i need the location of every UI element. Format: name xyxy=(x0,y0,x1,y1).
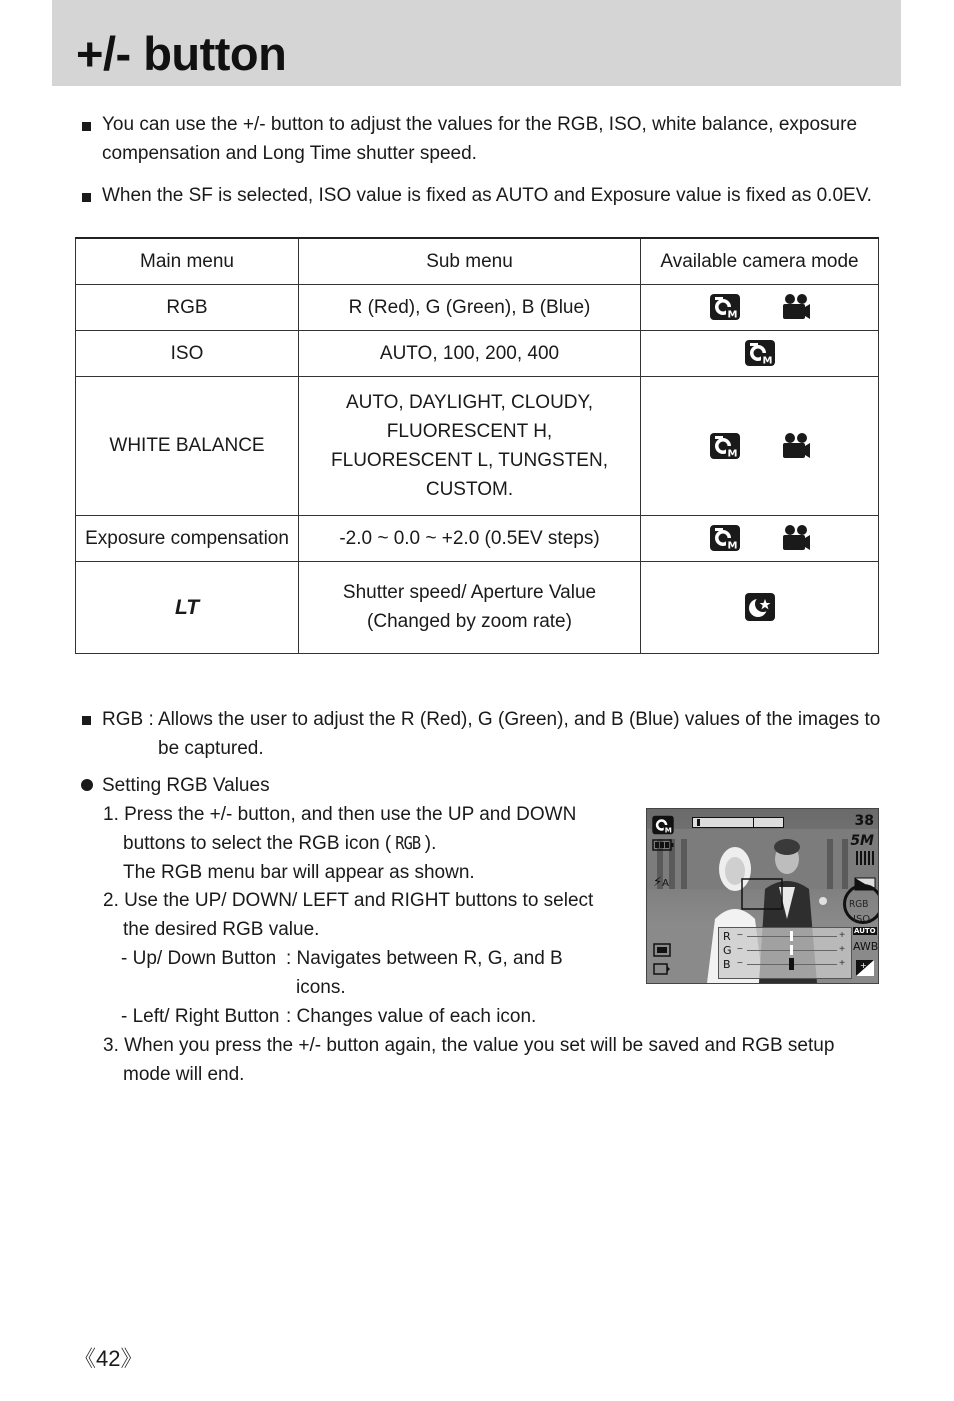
row-sub-line: CUSTOM. xyxy=(425,478,514,500)
row-modes xyxy=(641,330,879,376)
row-main: ISO xyxy=(76,330,299,376)
svg-text:M: M xyxy=(727,540,737,552)
step2-line1: 2. Use the UP/ DOWN/ LEFT and RIGHT buttons to select xyxy=(103,890,594,911)
camera-manual-icon xyxy=(744,339,776,367)
row-sub-line: Shutter speed/ Aperture Value xyxy=(342,582,597,603)
step1-line1: 1. Press the +/- button, and then use the UP and DOWN xyxy=(103,804,577,825)
slider-thumb-r xyxy=(790,931,793,941)
page-number: 《42》 xyxy=(74,1346,143,1371)
svg-text:M: M xyxy=(727,309,737,321)
slider-thumb-g xyxy=(790,945,793,955)
slider-minus: − xyxy=(737,944,743,955)
shot-count: 38 xyxy=(854,813,874,829)
side-label-auto: AUTO xyxy=(854,927,876,935)
square-bullet-icon xyxy=(82,122,91,131)
row-main-lt: LT xyxy=(76,561,299,653)
rgb-bullet-line2: be captured. xyxy=(158,738,264,759)
row-sub: R (Red), G (Green), B (Blue) xyxy=(299,284,641,330)
step2-line2: the desired RGB value. xyxy=(123,919,320,940)
rgb-slider-labels xyxy=(723,930,732,972)
row-main: RGB xyxy=(76,284,299,330)
page-title: +/- button xyxy=(76,27,287,80)
table-row xyxy=(76,284,879,330)
camera-manual-icon xyxy=(651,815,675,835)
slider-minus: − xyxy=(737,930,743,941)
setting-rgb-title: Setting RGB Values xyxy=(102,775,270,796)
slider-label-b: B xyxy=(723,958,731,971)
table-row xyxy=(76,376,879,515)
step1-line3: The RGB menu bar will appear as shown. xyxy=(123,862,475,883)
row-sub xyxy=(299,561,641,653)
row-main: WHITE BALANCE xyxy=(76,376,299,515)
drive-mode-icon xyxy=(653,963,671,975)
row-sub-line: FLUORESCENT H, xyxy=(386,420,553,442)
side-label-iso: ISO xyxy=(853,914,871,925)
square-bullet-icon xyxy=(82,193,91,202)
header-sub-menu: Sub menu xyxy=(299,238,641,284)
row-modes xyxy=(641,376,879,515)
header-camera-mode: Available camera mode xyxy=(641,238,879,284)
leftright-desc: : Changes value of each icon. xyxy=(286,1006,537,1027)
row-sub xyxy=(299,376,641,515)
camera-manual-icon xyxy=(709,432,741,460)
table-row xyxy=(76,561,879,653)
camera-manual-icon xyxy=(709,524,741,552)
movie-icon xyxy=(779,524,811,552)
intro-bullet-1-line1: You can use the +/- button to adjust the values for the RGB, ISO, white balance, exposure xyxy=(102,114,858,135)
updown-label: - Up/ Down Button xyxy=(121,948,277,969)
intro-bullet-1-line2: compensation and Long Time shutter speed. xyxy=(102,143,477,164)
slider-plus: + xyxy=(839,944,845,955)
row-sub-line: (Changed by zoom rate) xyxy=(367,611,572,632)
settings-table xyxy=(75,237,879,654)
row-sub: AUTO, 100, 200, 400 xyxy=(299,330,641,376)
movie-icon xyxy=(779,293,811,321)
table-row xyxy=(76,515,879,561)
rgb-bullet-line1: RGB : Allows the user to adjust the R (Red), G (Green), and B (Blue) values of the images to xyxy=(102,709,881,730)
table-row xyxy=(76,330,879,376)
row-sub-line: AUTO, DAYLIGHT, CLOUDY, xyxy=(345,391,594,413)
slider-label-g: G xyxy=(723,944,732,957)
updown-desc-line1: : Navigates between R, G, and B xyxy=(286,948,563,969)
slider-minus: − xyxy=(737,958,743,969)
slider-plus: + xyxy=(839,958,845,969)
row-main: Exposure compensation xyxy=(76,515,299,561)
row-sub: -2.0 ~ 0.0 ~ +2.0 (0.5EV steps) xyxy=(299,515,641,561)
row-modes xyxy=(641,561,879,653)
lcd-rgb-menu-illustration xyxy=(646,808,879,984)
slider-thumb-b-selected xyxy=(789,958,794,970)
row-modes xyxy=(641,515,879,561)
movie-icon xyxy=(779,432,811,460)
camera-manual-icon xyxy=(709,293,741,321)
step3-line2: mode will end. xyxy=(123,1064,245,1085)
quality-icon xyxy=(856,851,874,865)
step1-line2 xyxy=(123,829,436,858)
row-sub-line: FLUORESCENT L, TUNGSTEN, xyxy=(331,449,608,471)
svg-text:M: M xyxy=(664,825,672,835)
side-label-awb: AWB xyxy=(853,940,879,953)
exposure-adjust-icon xyxy=(856,960,874,976)
night-scene-icon xyxy=(744,593,776,621)
updown-desc-line2: icons. xyxy=(296,977,346,998)
square-bullet-icon xyxy=(82,716,91,725)
round-bullet-icon xyxy=(81,779,93,791)
side-label-rgb: RGB xyxy=(849,899,869,910)
metering-icon xyxy=(653,943,671,957)
svg-text:M: M xyxy=(762,355,772,367)
step3-line1: 3. When you press the +/- button again, the value you set will be saved and RGB setup xyxy=(103,1035,835,1056)
table-header-row xyxy=(76,238,879,284)
slider-plus: + xyxy=(839,930,845,941)
svg-text:+: + xyxy=(860,961,867,970)
step1-line2-prefix: buttons to select the RGB icon ( xyxy=(123,833,392,854)
slider-label-r: R xyxy=(723,930,731,943)
resolution-indicator: 5M xyxy=(850,833,874,849)
intro-bullet-2: When the SF is selected, ISO value is fixed as AUTO and Exposure value is fixed as 0.0EV. xyxy=(102,185,872,206)
header-main-menu: Main menu xyxy=(76,238,299,284)
zoom-bar xyxy=(692,817,784,828)
battery-icon xyxy=(652,839,674,851)
step1-line2-suffix: ). xyxy=(424,833,437,854)
flash-auto-indicator: ⚡A xyxy=(653,875,669,890)
flash-mode: A xyxy=(662,878,669,889)
rgb-icon: RGB xyxy=(395,833,421,854)
svg-text:M: M xyxy=(727,448,737,459)
intro-bullet-1 xyxy=(102,110,857,168)
rgb-slider-panel xyxy=(718,927,852,979)
row-modes xyxy=(641,284,879,330)
leftright-label: - Left/ Right Button xyxy=(121,1006,280,1027)
